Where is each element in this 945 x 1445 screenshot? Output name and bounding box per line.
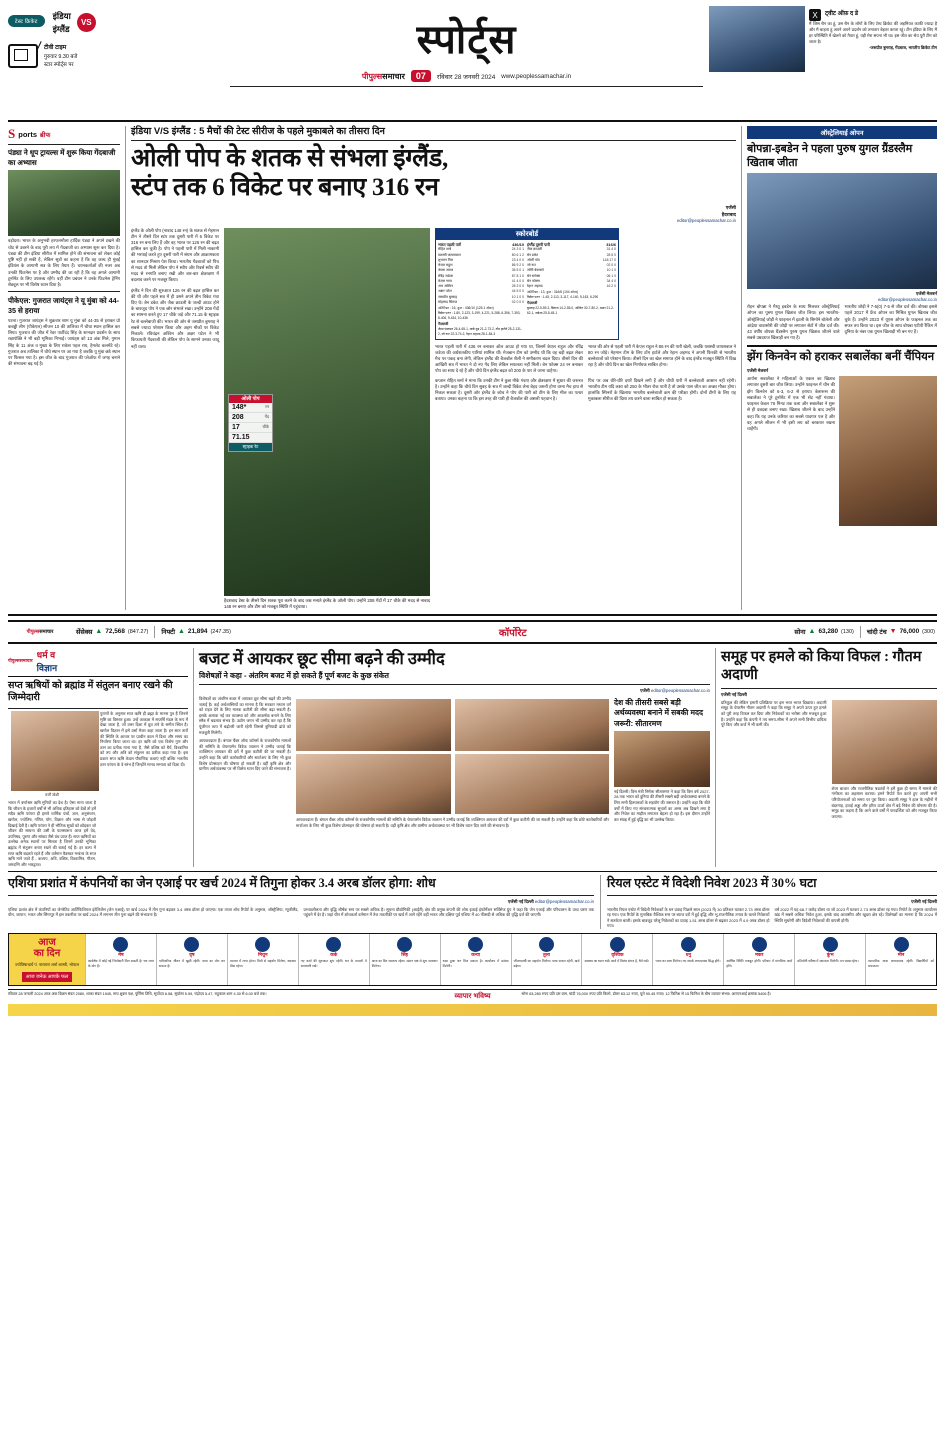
- zodiac-icon-gemini: [255, 937, 270, 952]
- zodiac-sign-item[interactable]: [298, 934, 369, 985]
- market-item-nifty: [161, 627, 231, 636]
- zodiac-icon-aquarius: [823, 937, 838, 952]
- aus-open-text-1: रोहन बोपन्ना ने मैथ्यू इबडेन के साथ मिलकर ऑस्ट्रेलियाई ओपन का पुरुष युगल खिताब जीत लिया। इस भारतीय-ऑस्ट्रेलियाई जोड़ी ने फाइनल में इटली के सिमोने बोलेली और आंद्रेया वावासोरी की जोड़ी पर लगातार सेटों में जीत दर्ज की। 43 वर्षीय बोपन्ना ग्रैंडस्लैम पुरुष युगल खिताब जीतने वाले सबसे उम्रदराज खिलाड़ी बन गए हैं।: [747, 304, 840, 341]
- zodiac-icon-libra: [539, 937, 554, 952]
- zodiac-icon-aries: [113, 937, 128, 952]
- zodiac-text-1: पारिवारिक जीवन में खुशी रहेगी। यात्रा का योग बन सकता है।: [158, 959, 225, 968]
- score-left-row-10-name: मोहम्मद सिराज: [438, 299, 458, 304]
- score-right-row-0-nums: 31 4 0: [606, 247, 616, 252]
- dharm-logo: [8, 658, 33, 664]
- expert-photo-1: [296, 699, 451, 751]
- zodiac-sign-item[interactable]: [369, 934, 440, 985]
- horoscope-title-1: आज: [38, 937, 56, 949]
- zodiac-icon-scorpio: [610, 937, 625, 952]
- score-left-row-1-nums: 80 6 1 2: [511, 252, 524, 257]
- sports-main-column: [131, 126, 736, 610]
- brief1-headline: पंड्या ने धूप ट्रायल्स में शुरू किया गेंदबाजी का अभ्यास: [8, 148, 116, 167]
- byline-place: हैदराबाद: [721, 211, 736, 217]
- budget-story-column: [199, 648, 710, 868]
- sports-brief-label: ब्रीफ: [39, 131, 51, 139]
- score-right-extras: अतिरिक्त : 13, कुल : 316/6 (104 ओवर): [527, 290, 579, 295]
- stat-player-name: ओली पोप: [229, 395, 272, 403]
- bottom-stories: [8, 871, 937, 929]
- bottom-banner: [8, 1004, 937, 1016]
- budget-body-col1: विशेषज्ञों का अंतरिम बजट में आयकर छूट सीमा बढ़ने की उम्मीद जताई है। कई अर्थशास्त्रियों का मानना है कि सरकार मध्यम वर्ग को राहत देने के लिए मानक कटौती की सीमा बढ़ा सकती है। इसके अलावा नई कर व्यवस्था को और आकर्षक बनाने के लिए स्लैब में बदलाव संभव है। उद्योग जगत भी उम्मीद कर रहा है कि पूंजीगत व्यय में बढ़ोतरी जारी रहेगी जिससे बुनियादी ढांचे को मजबूती मिलेगी।: [199, 696, 291, 735]
- lead-body-col1: इंग्लैंड के ओली पोप (नाबाद 148 रन) के शतक से मेहमान टीम ने तीसरे दिन स्टंप तक दूसरी पारी में 6 विकेट पर 316 रन बना लिए हैं और वह भारत पर 126 रन की बढ़त हासिल कर चुकी है। पोप ने पहली पारी में मिली नाकामी की भरपाई करते हुए दूसरी पारी में संयम और आक्रामकता का शानदार मिश्रण पेश किया। भारतीय गेंदबाजों को पिच से मदद तो मिली लेकिन पोप ने स्वीप और रिवर्स स्वीप की मदद से रनगति बनाए रखी और बार-बार क्षेत्ररक्षण में बदलाव करने पर मजबूर किया।: [131, 227, 219, 283]
- zodiac-name-7: वृश्चिक: [611, 952, 624, 958]
- nifty-arrow-up-icon: ▲: [177, 628, 185, 636]
- dharm-logo-black: समाचार: [19, 657, 33, 663]
- player-stat-box: [228, 394, 273, 452]
- scoreboard-title: स्कोरबोर्ड: [436, 229, 618, 240]
- dharm-header: [8, 648, 188, 677]
- expert-photo-2: [455, 699, 610, 751]
- score-right-row-3-nums: 02 0 0: [606, 263, 616, 268]
- website-url[interactable]: www.peoplessamachar.in: [501, 72, 572, 80]
- television-icon: [8, 44, 38, 68]
- score-right-row-1-name: बेन डकेट: [527, 252, 539, 257]
- sports-brief-header: [8, 126, 120, 142]
- horoscope-astrologer: ज्योतिषाचार्य पं. नारायण शर्मा शास्त्री, भोपाल: [15, 962, 79, 968]
- genai-place: नई दिल्ली: [518, 898, 534, 904]
- lead-body-col4: भारत की ओर से पहली पारी में केएल राहुल ने 86 रन की पारी खेली, जबकि यशस्वी जायसवाल ने 80 रन जोड़े। मेहमान टीम के लिए टॉम हार्टले और रेहान अहमद ने अपनी फिरकी से भारतीय बल्लेबाजों को परेशान किया। तीसरे दिन का खेल समाप्त होने के बाद इंग्लैंड मजबूत स्थिति में दिख रहा है और चौथे दिन का खेल निर्णायक साबित होगा।: [588, 343, 736, 368]
- adani-story-column: [721, 648, 937, 868]
- adani-body-col2: शेयर बाजार और राजनीतिक षड्यंत्रों ने हमें कुछ ही समय में मामले की गंभीरता का अहसास कराया। हमने रिपोर्ट पेश करते हुए अपनी सभी परियोजनाओं को समय पर पूरा किया। अदाणी समूह ने हाल के महीनों में बंदरगाह, हवाई अड्डा और हरित ऊर्जा क्षेत्र में बड़े निवेश की घोषणा की है। समूह का कहना है कि आने वाले वर्षों में पारदर्शिता को और मजबूत किया जाएगा।: [831, 785, 937, 819]
- zodiac-sign-item[interactable]: [794, 934, 865, 985]
- zodiac-text-6: जीवनसाथी का सहयोग मिलेगा। यात्रा सफल रहेगी, खर्च बढ़ेगा।: [513, 959, 580, 968]
- score-left-extras: अतिरिक्त : 16, कुल : 436/10 (125.1 ओवर): [438, 306, 494, 311]
- tweet-of-day-label: ट्वीट ऑफ़ द डे: [825, 11, 859, 17]
- sabalenka-text: आर्यना सबालेंका ने महिलाओं के एकल का खिताब लगातार दूसरी बार जीत लिया। उन्होंने फाइनल में चीन की झेंग किनवेन को 6-3, 6-2 से हराया। बेलारूस की सबालेंका ने पूरे टूर्नामेंट में एक भी सेट नहीं गंवाया। फाइनल केवल 76 मिनट तक चला और सबालेंका ने शुरू से ही दबदबा बनाए रखा। खिताब जीतने के बाद उन्होंने कहा कि यह उनके करियर का सबसे यादगार पल है और वह अगले सीजन में भी इसी लय को बरकरार रखना चाहेंगी।: [747, 376, 835, 431]
- score-left-row-2-name: शुभमन गिल: [438, 257, 454, 262]
- realestate-body-col1: भारतीय रियल एस्टेट में विदेशी निवेशकों के धन प्रवाह पिछले साल (2023 में) 30 प्रतिशत घटकर 2.73 अरब डॉलर रह गया। एक रिपोर्ट के मुताबिक वैश्विक स्तर पर ब्याज दरों में हुई वृद्धि और भू-राजनीतिक तनाव के चलते निवेशकों ने सतर्कता बरती। इसके बावजूद घरेलू निवेशकों का प्रवाह 1.51 अरब डॉलर से बढ़कर 2023 में 4.9 अरब डॉलर हो गया।: [607, 906, 770, 929]
- brand-logo: [362, 71, 405, 82]
- zodiac-sign-item[interactable]: [581, 934, 652, 985]
- score-right-row-6-name: बेन फोक्स: [527, 278, 540, 283]
- score-right-row-5-nums: 06 1 0: [606, 273, 616, 278]
- zodiac-sign-item[interactable]: [440, 934, 511, 985]
- dharm-body-col2: पुराणों के अनुसार सप्त ऋषि ही ब्रह्मा के मानस पुत्र हैं जिनसे सृष्टि का विस्तार हुआ। उन्हें आकाश में सप्तर्षि मंडल के रूप में देखा जाता है, जो उत्तर दिशा में ध्रुव तारे के समीप स्थित है। खगोल विज्ञान में इसे उर्सा मेजर कहा जाता है। इन सात तारों की स्थिति के आधार पर प्राचीन काल में दिशा और समय का निर्धारण किया जाता था। हर ऋषि को एक विशेष गुण और ज्ञान का प्रतीक माना गया है, जैसे वशिष्ठ को धैर्य, विश्वामित्र को तप और अत्रि को संतुलन का प्रतीक कहा गया है। इस प्रकार सप्त ऋषि केवल पौराणिक कथाएं नहीं बल्कि भारतीय ज्ञान परंपरा के वे स्तंभ हैं जिन्होंने मानव सभ्यता को दिशा दी।: [100, 711, 188, 767]
- footer-left-text: रविवार 28 जनवरी 2024 आज अंक विक्रम संवत 2080, शाका संवत 1945, माघ शुक्ल पक्ष, पूर्णिमा तिथि, सूर्योदय 6.58, सूर्यास्त 5.59, चंद्रोदय 5.47, राहुकाल शाम 4.30 से 6.00 बजे तक।: [8, 991, 267, 996]
- zodiac-sign-item[interactable]: [227, 934, 298, 985]
- vs-badge: VS: [77, 13, 96, 32]
- sensex-arrow-up-icon: ▲: [95, 628, 103, 636]
- aus-byline-email: editor@peoplessamachar.co.in: [877, 297, 937, 303]
- gold-label: सोना: [794, 629, 806, 637]
- realestate-place: नई दिल्ली: [921, 898, 937, 904]
- brand-red: पीपुल्स: [361, 71, 383, 81]
- edition-badge: 07: [411, 70, 431, 82]
- zodiac-signs-list: [85, 934, 936, 985]
- genai-body-col1: एशिया प्रशांत क्षेत्र में कंपनियों का जेनरेटिव आर्टिफिशियल इंटेलिजेंस (जेन एआई) पर खर्च 2024 में तीन गुना बढ़कर 3.4 अरब डॉलर हो जाएगा। एक ताजा शोध रिपोर्ट के अनुसार, ऑस्ट्रेलिया, न्यूजीलैंड, चीन, जापान, भारत और सिंगापुर में इस तकनीक पर खर्च 2024 में लगभग तीन गुना बढ़ने की संभावना है।: [8, 906, 299, 918]
- match-teams: [53, 10, 96, 36]
- brief2-text: पटना। गुजरात जायंट्स ने शुक्रवार शाम यू मुंबा को 44-35 से हराकर प्रो कबड्डी लीग (पीकेएल) सीजन 10 की तालिका में चौथा स्थान हासिल कर लिया। गुजरात की जीत में रेडर पार्टीदंद सिंह के शानदार प्रदर्शन के साथ रक्षापंक्ति ने भी बड़ी भूमिका निभाई। जायंट्स को 13 अंक मिले, गुमान सिंह के 11 अंक व मुख्य के लिए राकेश पहल राय, हैमलेट कलमेंटे रहे। गुजरात अब तालिका में चौथे स्थान पर आ गया है जबकि यू मुंबा छठे स्थान पर फिसल गया है। इस जीत के बाद गुजरात की प्लेऑफ में जगह बनाने की संभावना बढ़ गई है।: [8, 317, 120, 367]
- sensex-value: 72,568: [105, 628, 125, 636]
- divider-5: [600, 875, 601, 929]
- nifty-value: 21,894: [187, 628, 208, 636]
- score-left-fall: विकेट पतन : 1-80, 2-123, 3-199, 4-221, 5-288, 6-356, 7-393, 8-406, 9-434, 10-436: [438, 311, 521, 320]
- market-strip: [8, 620, 937, 644]
- byline-agency: एजेंसी: [725, 205, 736, 211]
- stat-value-0: 148*: [232, 403, 247, 411]
- budget-headline: बजट में आयकर छूट सीमा बढ़ने की उम्मीद: [199, 648, 445, 668]
- budget-body-col2b: आयकरदाता हैं। बंगाल चैंबर ऑफ कॉमर्स के राजकोषीय मामलों की समिति के चेयरपर्सन विवेक जालान ने उम्मीद जताई कि व्यक्तिगत आयकर की दरों में कुछ कटौती की जा सकती है। उन्होंने कहा कि छोटे कारोबारियों और स्टार्टअप के लिए भी कुछ विशेष प्रोत्साहन की घोषणा हो सकती है। वहीं कृषि क्षेत्र और ग्रामीण अर्थव्यवस्था पर भी विशेष ध्यान दिए जाने की संभावना है।: [296, 817, 609, 828]
- brief1-text: वड़ोदरा। भारत के अनुभवी हरफनमौला हार्दिक पंड्या ने अपने टखने की चोट से उबरने के बाद पूरी लय में गेंदबाजी का अभ्यास शुरू कर दिया है। पंड्या की टीम इंडिया सीरीज में शामिल होने की संभावना को लेकर कोई पुष्टि नहीं हो सकी है, लेकिन सूत्रों का कहना है कि वह जल्द ही मुंबई इंडियंस के आगामी सत्र के लिए तैयार हैं। चयनकर्ताओं की नजर अब उनकी फिटनेस पर है और उम्मीद की जा रही है कि वह अगले आगामी टूर्नामेंट के लिए उपलब्ध रहेंगे। वहीं टीम प्रबंधन ने उनके फिटनेस ट्रेनिंग शेड्यूल पर भी विशेष ध्यान दिया है।: [8, 238, 120, 287]
- zodiac-sign-item[interactable]: [85, 934, 156, 985]
- lead-body-col5: कप्तान रोहित शर्मा ने माना कि उनकी टीम ने कुछ मौके गंवाए और क्षेत्ररक्षण में सुधार की जरूरत है। उन्होंने कहा कि चौथे दिन सुबह के सत्र में जल्दी विकेट लेना बेहद जरूरी होगा वरना मैच हाथ से निकल सकता है। दूसरी ओर इंग्लैंड के कोच ने पोप की पारी को टीम के लिए मील का पत्थर बताया। उनका कहना था कि इस तरह की पारी ही बैजबॉल की असली पहचान है।: [435, 377, 583, 402]
- lead-headline-line1: ओली पोप के शतक से संभला इंग्लैंड,: [131, 145, 449, 173]
- score-left-row-5-nums: 87 8 1 0: [511, 273, 524, 278]
- sitharaman-headline: देश की तीसरी सबसे बड़ी अर्थव्यवस्था बनाने में सबकी मदद जरूरी: सीतारमण: [614, 698, 704, 728]
- scoreboard-innings-england: [527, 242, 616, 337]
- silver-change: (300): [922, 628, 935, 635]
- zodiac-text-3: नए कार्य की शुरुआत शुभ रहेगी। धन के मामलों में सावधानी रखें।: [300, 959, 367, 968]
- genai-headline: एशिया प्रशांत में कंपनियों का जेन एआई पर खर्च 2024 में तिगुना होकर 3.4 अरब डॉलर होगा: शोध: [8, 876, 436, 891]
- zodiac-sign-item[interactable]: [511, 934, 582, 985]
- aus-open-photo: [747, 173, 937, 289]
- team-a-label: इंडिया: [52, 11, 71, 21]
- tweet-text: मैं जिस चैन का हूं, उस चैन के लोगों के लिए टेस्ट क्रिकेट की अहमियत काफी ज्यादा है और मैं चाहता हूं अपने अपने प्रदर्शन को लगातार बेहतर करता रहूं। टीम इंडिया के लिए मैं हर परिस्थिति में खेलने को तैयार हूं, यही मेरा सपना भी था। इस जीत का श्रेय पूरी टीम को जाता है।: [809, 21, 937, 44]
- byline-email: editor@peoplessamachar.co.in: [676, 218, 736, 224]
- adani-body-col1: प्रतिकूल की लेकिन हमारी प्रतिक्रिया पर इस भरत भारत दिखाया। अदाणी समूह के चेयरमैन गौतम अदाणी ने कहा कि समूह ने अपने ऊपर हुए हमले को पूरी तरह विफल कर दिया और निवेशकों का भरोसा और मजबूत हुआ है। उन्होंने कहा कि कंपनी ने तय समय-सीमा में अपने सभी वित्तीय दायित्व पूरे किए और कर्ज में भी कमी की।: [721, 699, 827, 728]
- score-right-row-4-name: जॉनी बेयरस्टो: [527, 268, 544, 273]
- zodiac-name-9: मकर: [755, 952, 764, 958]
- score-left-row-8-nums: 44 5 0 0: [511, 289, 524, 294]
- zodiac-text-11: व्यापारिक यात्रा लाभदायक रहेगी। विद्यार्थियों को सफलता।: [868, 959, 935, 968]
- masthead-center: [230, 6, 703, 87]
- budget-email: editor@peoplessamachar.co.in: [650, 688, 710, 693]
- zodiac-name-2: मिथुन: [258, 952, 268, 958]
- team-b-label: इंग्लैंड: [52, 23, 70, 34]
- divider-3: [193, 648, 194, 868]
- score-right-row-0-name: जैक क्राउली: [527, 247, 543, 252]
- adani-headline: समूह पर हमले को किया विफल : गौतम अदाणी: [721, 648, 922, 684]
- adani-portrait: [832, 700, 938, 784]
- dharm-body-col1: भारत में वर्णाश्रम ऋषि मुनियों का देश है। ऐसा माना जाता है कि जीवन के हजारों वर्षों से भी अधिक इतिहास को देखें तो हमें सदैव ऋषि परंपरा ही हमारे धार्मिक ग्रंथों, ज्ञान, अनुसंधान, खगोल, ज्योतिष, गणित, योग, विज्ञान और भाषा से जोड़ती दिखाई देती है। ऋषि परंपरा ने ही भौतिक सुखों को छोड़कर जो जीवन की साधना की उसी के फलस्वरूप आज हमें वेद, उपनिषद, पुराण और सांख्य जैसे ग्रंथ प्राप्त हैं। सप्त ऋषियों का उल्लेख अनेक स्थानों पर मिलता है जिनमें उनकी भूमिका ब्रह्मांड में संतुलन बनाए रखने की बताई गई है। हर कल्प में सप्त ऋषि बदलते रहते हैं और वर्तमान वैवस्वत मन्वंतर के सप्त ऋषि माने जाते हैं - कश्यप, अत्रि, वशिष्ठ, विश्वामित्र, गौतम, जमदग्नि और भारद्वाज।: [8, 800, 96, 867]
- genai-email: editor@peoplessamachar.co.in: [534, 898, 594, 904]
- sports-brief-column: [8, 126, 120, 610]
- nifty-label: निफ्टी: [161, 629, 175, 637]
- horoscope-strip: [8, 933, 937, 986]
- score-left-row-4-name: श्रेयस अय्यर: [438, 268, 454, 273]
- zheng-byline-place: मेलबर्न: [757, 368, 769, 374]
- realestate-byline: एजेंसी: [911, 898, 921, 904]
- stat-label-1: गेंद: [264, 414, 269, 420]
- author-portrait: [11, 711, 99, 791]
- zodiac-text-8: भाग्य का साथ मिलेगा। नए संपर्क लाभदायक सिद्ध होंगे।: [655, 959, 721, 964]
- zodiac-name-4: सिंह: [401, 952, 409, 958]
- market-item-silver: [867, 627, 935, 636]
- score-left-row-5-name: रविंद्र जडेजा: [438, 273, 454, 278]
- score-left-row-3-nums: 86 9 2 0: [511, 263, 524, 268]
- expert-photo-3: [296, 754, 451, 814]
- genai-body-col2: प्रभावशीलता और वृद्धि शीर्षक स्तर पर सबसे अधिक है। सूचना प्रौद्योगिकी (आईटी) क्षेत्र की प्रमुख कंपनी की शोध इकाई इंफॉर्मेशन सर्विसेज ग्रुप ने कहा कि जेन एआई और परिचालन के उच्च चरण तक पहुंचने में देर है। जहां चीन में शोधकर्ता वर्तमान में तेज तकनीकी पर खर्च में आगे रहेंगे वहीं भारत और दक्षिण पूर्व एशिया में 40 फीसदी से अधिक की वृद्धि दर्ज की जाएगी।: [303, 906, 594, 918]
- brief1-photo: [8, 170, 120, 236]
- score-right-row-4-nums: 10 1 0: [606, 268, 616, 273]
- zodiac-text-9: आर्थिक स्थिति मजबूत होगी। परिवार में मांगलिक कार्य होंगे।: [726, 959, 793, 968]
- market-logo: [10, 629, 70, 635]
- zodiac-icon-sagittarius: [681, 937, 696, 952]
- score-right-fall: विकेट पतन : 1-45, 2-113, 3-117, 4-140, 5-163, 6-290: [527, 295, 599, 300]
- stat-label-2: चौके: [262, 424, 269, 430]
- score-left-row-2-nums: 23 4 0 0: [511, 257, 524, 262]
- score-left-row-9-nums: 10 1 0 0: [511, 294, 524, 299]
- score-left-row-6-name: केएस भरत: [438, 278, 452, 283]
- stat-value-2: 17: [232, 423, 240, 431]
- zodiac-sign-item[interactable]: [156, 934, 227, 985]
- score-right-row-7-name: रेहान अहमद: [527, 284, 543, 289]
- score-left-row-6-nums: 41 4 0 0: [511, 278, 524, 283]
- score-right-bowling: बुमराह 22-5-59-2, सिराज 14-2-55-0, अश्विन 30-7-80-2, अक्षर 21-2-62-1, जडेजा 25-5-45-1: [527, 306, 614, 316]
- zodiac-name-3: कर्क: [330, 952, 338, 958]
- divider-4: [715, 648, 716, 868]
- sitharaman-body: नई दिल्ली। वित्त मंत्री निर्मला सीतारमण ने कहा कि वित्त वर्ष 2027-28 तक भारत को दुनिया की तीसरी सबसे बड़ी अर्थव्यवस्था बनाने के लिए सभी हितधारकों के सहयोग की जरूरत है। उन्होंने कहा कि बीते वर्षों में किए गए संरचनात्मक सुधारों का असर अब दिखने लगा है और निवेश का माहौल लगातार बेहतर हो रहा है। इस दौरान उन्होंने कर संग्रह में हुई वृद्धि का भी उल्लेख किया।: [614, 788, 711, 822]
- lead-kicker: इंडिया V/S इंग्लैंड : 5 मैचों की टेस्ट सीरीज के पहले मुकाबले का तीसरा दिन: [131, 126, 385, 137]
- dharm-title-1: धर्म व: [36, 649, 56, 660]
- gold-change: (130): [841, 628, 854, 635]
- gold-value: 63,280: [818, 628, 838, 636]
- score-left-row-3-name: केएल राहुल: [438, 263, 453, 268]
- sensex-change: (847.27): [127, 628, 149, 635]
- sabalenka-photo: [839, 376, 937, 526]
- zodiac-icon-pisces: [894, 937, 909, 952]
- nifty-change: (247.35): [210, 628, 231, 635]
- footer-section-label: व्यापार भविष्य: [454, 992, 491, 1000]
- silver-arrow-down-icon: ▼: [889, 628, 897, 636]
- author-name-caption: मर्जी जोशी: [45, 793, 59, 798]
- stat-footer: स्ट्राइक रेट: [229, 443, 272, 451]
- zodiac-icon-capricorn: [752, 937, 767, 952]
- test-cricket-tag: टेस्ट क्रिकेट: [8, 15, 45, 27]
- budget-subheadline: विशेषज्ञों ने कहा - अंतरिम बजट में हो सकते हैं पूर्ण बजट के कुछ संकेत: [199, 670, 389, 680]
- zodiac-sign-item[interactable]: [865, 934, 936, 985]
- zodiac-name-8: धनु: [685, 952, 692, 958]
- score-right-row-6-nums: 34 4 0: [606, 278, 616, 283]
- lower-section: [8, 648, 937, 868]
- corporate-section-label: कॉर्पोरेट: [498, 627, 527, 639]
- genai-story: [8, 875, 594, 929]
- sabalenka-headline: झेंग किनवेन को हराकर सबालेंका बनीं चैंपियन: [747, 351, 935, 364]
- hero-caption: हैदराबाद टेस्ट के तीसरे दिन शतक पूरा करने के बाद जश्न मनाते इंग्लैंड के ओली पोप। उन्होंने 208 गेंदों में 17 चौके की मदद से नाबाद 148 रन बनाए और टीम को मजबूत स्थिति में पहुंचाया।: [224, 597, 430, 609]
- masthead-right: [709, 6, 937, 72]
- brand-black: समाचार: [382, 71, 405, 81]
- zodiac-name-5: कन्या: [471, 952, 480, 958]
- aus-byline-agency: एजेंसी: [915, 291, 926, 297]
- budget-body-col2: आयकरदाता हैं। बंगाल चैंबर ऑफ कॉमर्स के राजकोषीय मामलों की समिति के चेयरपर्सन विवेक जालान ने उम्मीद जताई कि व्यक्तिगत आयकर की दरों में कुछ कटौती की जा सकती है। उन्होंने कहा कि छोटे कारोबारियों और स्टार्टअप के लिए भी कुछ विशेष प्रोत्साहन की घोषणा हो सकती है। वहीं कृषि क्षेत्र और ग्रामीण अर्थव्यवस्था पर भी विशेष ध्यान दिए जाने की संभावना है।: [199, 738, 291, 772]
- horoscope-badge: आज जनेऊ आपके फल: [22, 972, 72, 982]
- lead-headline-line2: स्टंप तक 6 विकेट पर बनाए 316 रन: [131, 173, 439, 201]
- dharm-logo-red: पीपुल्स: [8, 657, 20, 663]
- lead-body-col3: भारत पहली पारी में 436 रन बनाकर ऑल आउट हो गया था, जिसमें केएल राहुल और रविंद्र जडेजा की अर्धशतकीय पारियां शामिल थीं। मेजबान टीम को उम्मीद थी कि वह बड़ी बढ़त लेकर मैच पर पकड़ बना लेगी, लेकिन इंग्लैंड की बैजबॉल शैली ने समीकरण बदल दिया। तीसरे दिन की आखिरी सत्र में भारत ने दो नए गेंद लिए लेकिन सफलता नहीं मिली। बेन फोक्स 24 रन बनाकर पोप का साथ दे रहे हैं और चौथे दिन इंग्लैंड बढ़त को 200 के पार ले जाना चाहेगा।: [435, 343, 583, 374]
- tv-label: टीवी टाइम: [44, 44, 67, 51]
- score-left-team: भारत पहली पारी: [438, 241, 462, 247]
- masthead-left: [8, 6, 224, 69]
- player-photo: [709, 6, 805, 72]
- silver-value: 76,000: [899, 628, 920, 636]
- lead-byline: [131, 205, 736, 224]
- adani-place: नई दिल्ली: [731, 691, 747, 697]
- horoscope-title-block: [9, 934, 85, 985]
- tv-time-block: [8, 44, 224, 69]
- horoscope-title-2: का दिन: [33, 948, 61, 960]
- score-right-row-2-name: ओली पोप: [527, 257, 540, 262]
- score-right-total: 316/6: [606, 241, 616, 247]
- hero-photo-block: [224, 228, 430, 610]
- tv-channel: स्टार स्पोर्ट्स पर: [44, 61, 74, 68]
- zodiac-sign-item[interactable]: [652, 934, 723, 985]
- scoreboard: [435, 228, 619, 340]
- sensex-label: सेंसेक्स: [76, 629, 93, 637]
- score-right-row-2-nums: 148 17 0: [602, 257, 616, 262]
- score-left-row-0-nums: 24 3 0 1: [511, 247, 524, 252]
- zodiac-text-10: प्रतियोगी परीक्षा में सफलता मिलेगी। मन प्रसन्न रहेगा।: [797, 959, 859, 964]
- score-left-row-7-nums: 28 3 0 0: [511, 284, 524, 289]
- sports-brief-ports: ports: [18, 129, 37, 139]
- gold-arrow-up-icon: ▲: [808, 628, 816, 636]
- dharm-vigyan-column: [8, 648, 188, 868]
- footer-right-text: सोना 63,280 रुपए प्रति दस ग्राम, चांदी 76,000 रुपए प्रति किलो, डॉलर 83.12 रुपए, यूरो 90.45 रुपए। 12 फिनिश से 15 फिनिश के बीच व्यापार संभव। आरएनआई क्रमांक 5406 है।: [521, 991, 771, 996]
- aus-open-section-header: ऑस्ट्रेलियाई ओपन: [747, 126, 937, 139]
- score-left-row-0-name: रोहित शर्मा: [438, 247, 452, 252]
- zodiac-icon-virgo: [468, 937, 483, 952]
- scoreboard-innings-india: [438, 242, 524, 337]
- brief2-headline: पीकेएल: गुजरात जायंट्स ने यू मुंबा को 44-35 से हराया: [8, 296, 119, 315]
- zodiac-text-0: कार्यक्षेत्र में कोई नई जिम्मेदारी मिल सकती है। धन लाभ के योग हैं।: [88, 959, 154, 968]
- divider-2: [741, 126, 742, 610]
- score-left-bowling: जेम्स एंडरसन 26-4-65-1, मार्क वुड 21-2-73-2, टॉम हार्टले 25-2-131-2, जो रूट 22-3-74-2, रेहान अहमद 28-1-84-3: [438, 327, 522, 336]
- lead-body-col6: पिच पर अब धीरे-धीरे दरारें दिखने लगी हैं और चौथी पारी में बल्लेबाजी आसान नहीं रहेगी। भारतीय टीम यदि लक्ष्य को 250 के भीतर रोक पाती है तो उसके पास जीत का अच्छा मौका होगा। हालांकि स्पिनरों के खिलाफ भारतीय बल्लेबाजी क्रम की परीक्षा होगी। दोनों टीमों के लिए यह मुकाबला सीरीज की दिशा तय करने वाला साबित हो सकता है।: [588, 377, 736, 402]
- dharm-headline: सप्त ऋषियों को ब्रह्मांड में संतुलन बनाए रखने की जिम्मेदारी: [8, 679, 173, 704]
- score-right-team: इंग्लैंड दूसरी पारी: [527, 241, 550, 247]
- dharm-title-2: विज्ञान: [36, 662, 58, 673]
- stat-value-1: 208: [232, 413, 244, 421]
- score-right-row-5-name: बेन स्टोक्स: [527, 273, 541, 278]
- stat-label-0: रन: [265, 404, 269, 410]
- zodiac-name-10: कुंभ: [826, 952, 834, 958]
- zodiac-icon-taurus: [184, 937, 199, 952]
- market-item-gold: [794, 627, 854, 636]
- zodiac-text-2: व्यापार में लाभ होगा। मित्रों से सहयोग मिलेगा, स्वास्थ्य ठीक रहेगा।: [229, 959, 296, 968]
- score-right-row-7-nums: 16 2 0: [606, 284, 616, 289]
- page-footer: [8, 989, 937, 1002]
- score-right-row-3-name: जो रूट: [527, 263, 536, 268]
- tweet-signature: -जसप्रीत बुमराह, गेंदबाज, भारतीय क्रिकेट टीम: [869, 44, 937, 50]
- tv-time: गुरुवार 9.30 बजे: [44, 53, 78, 60]
- masthead: [8, 6, 937, 116]
- score-left-bowling-head: गेंदबाजी: [438, 321, 449, 326]
- market-logo-red: पीपुल्स: [26, 628, 40, 635]
- x-logo-icon: X: [809, 9, 821, 21]
- score-left-row-8-name: अक्षर पटेल: [438, 289, 452, 294]
- zheng-byline-agency: एजेंसी: [747, 368, 757, 374]
- score-left-row-9-name: जसप्रीत बुमराह: [438, 294, 458, 299]
- score-right-bowling-head: गेंदबाजी: [527, 301, 538, 306]
- realestate-story: [607, 875, 937, 929]
- dateline: रविवार 28 जनवरी 2024: [436, 73, 496, 81]
- zodiac-text-4: आज का दिन सामान्य रहेगा। संतान पक्ष से शुभ समाचार मिलेगा।: [371, 959, 438, 968]
- score-left-row-4-nums: 35 5 0 1: [511, 268, 524, 273]
- zodiac-name-6: तुला: [543, 952, 550, 958]
- aus-open-headline: बोपन्ना-इबडेन ने पहला पुरुष युगल ग्रैंडस्लैम खिताब जीता: [747, 143, 913, 170]
- sports-section: [8, 120, 937, 616]
- silver-label: चांदी टंच: [866, 629, 887, 637]
- divider-1: [125, 126, 126, 610]
- expert-photo-4: [455, 754, 610, 814]
- zodiac-icon-leo: [397, 937, 412, 952]
- lead-body-col2: इंग्लैंड ने दिन की शुरुआत 126 रन की बढ़त हासिल कर की थी और पहले सत्र में ही उसने अपने तीन विकेट गंवा दिए थे। बेन डकेट और जैक क्राउली के जल्दी आउट होने के बावजूद पोप ने एक छोर संभाले रखा। उन्होंने 208 गेंदों का सामना करते हुए 17 चौके जड़े और 71.15 के स्ट्राइक रेट से बल्लेबाजी की। भारत की ओर से जसप्रीत बुमराह ने सबसे ज्यादा परेशान किया और अहम मौकों पर विकेट निकाले। रविचंद्रन अश्विन और अक्षर पटेल ने भी किफायती गेंदबाजी की लेकिन पोप के सामने उनका जादू नहीं चला।: [131, 287, 219, 349]
- sports-brief-s: S: [8, 126, 16, 141]
- zodiac-sign-item[interactable]: [723, 934, 794, 985]
- zodiac-name-1: वृष: [189, 952, 195, 958]
- zodiac-name-0: मेष: [118, 952, 124, 958]
- score-left-row-1-name: यशस्वी जायसवाल: [438, 252, 461, 257]
- zodiac-icon-cancer: [326, 937, 341, 952]
- sitharaman-photo: [614, 731, 710, 787]
- adani-byline: एजेंसी: [721, 691, 731, 697]
- score-right-row-1-nums: 28 5 0: [606, 252, 616, 257]
- aus-byline-place: मेलबर्न: [926, 291, 937, 297]
- market-item-sensex: [76, 627, 148, 636]
- score-left-row-7-name: आर अश्विन: [438, 284, 453, 289]
- budget-byline: एजेंसी: [640, 688, 650, 693]
- zodiac-text-5: रुका हुआ धन मिल सकता है। कार्यालय में प्रशंसा मिलेगी।: [442, 959, 509, 968]
- stat-value-3: 71.15: [232, 433, 250, 441]
- zodiac-name-11: मीन: [897, 952, 905, 958]
- score-left-row-10-nums: 02 0 0 0: [511, 299, 524, 304]
- realestate-body-col2: वर्ष 2022 में यह 68.7 करोड़ डॉलर था जो 2023 में घटकर 2.73 अरब डॉलर रह गया। रिपोर्ट के अनुसार कार्यालय खंड में सबसे अधिक निवेश हुआ, इसके बाद आवासीय और खुदरा क्षेत्र रहे। विशेषज्ञों का मानना है कि 2024 में स्थिति सुधरेगी और विदेशी निवेशकों की वापसी होगी।: [774, 906, 937, 923]
- realestate-headline: रियल एस्टेट में विदेशी निवेश 2023 में 30% घटा: [607, 876, 817, 891]
- genai-byline: एजेंसी: [507, 898, 518, 904]
- score-left-total: 436/10: [512, 241, 524, 247]
- page-title: स्पोर्ट्स: [416, 17, 517, 62]
- aus-open-text-2: भारतीय जोड़ी ने 7-6(0) 7-5 से जीत दर्ज की। बोपन्ना इससे पहले 2017 में फ्रेंच ओपन का मिश्रित युगल खिताब जीत चुके हैं। उन्होंने 2023 में यूएस ओपन के फाइनल तक का सफर तय किया था। इस जीत के साथ बोपन्ना एटीपी रैंकिंग में दुनिया के नंबर एक युगल खिलाड़ी भी बन गए हैं।: [844, 304, 937, 335]
- zodiac-text-7: स्वास्थ्य का ध्यान रखें। कार्य में विलंब संभव है, धैर्य रखें।: [584, 959, 649, 964]
- aus-open-column: [747, 126, 937, 610]
- market-logo-black: समाचार: [39, 628, 54, 635]
